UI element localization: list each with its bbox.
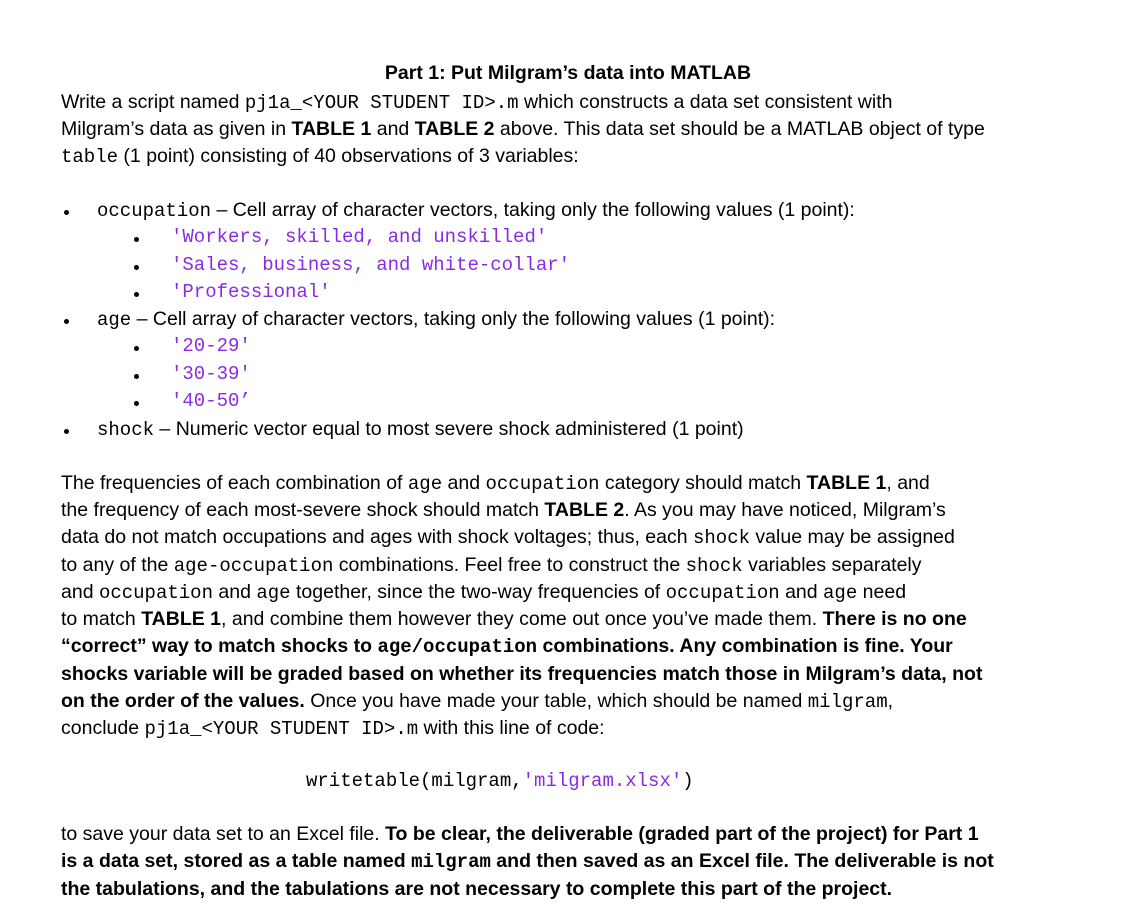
intro-text: Milgram’s data as given in xyxy=(61,118,292,140)
body-line-4: to any of the age-occupation combinations. Feel free to construct the shock variables separately xyxy=(61,554,922,577)
variable-desc: – Cell array of character vectors, taking only the following values (1 point): xyxy=(211,199,855,221)
body-line-6: to match TABLE 1, and combine them however they come out once you’ve made them. There is no one xyxy=(61,608,967,630)
body-line-8: shocks variable will be graded based on whether its frequencies match those in Milgram’s data, not xyxy=(61,663,983,685)
bullet-dot xyxy=(64,210,69,215)
body-line-7: “correct” way to match shocks to age/occupation combinations. Any combination is fine. Your xyxy=(61,635,953,658)
bullet-dot xyxy=(134,346,139,351)
body-line-3: data do not match occupations and ages with shock voltages; thus, each shock value may be assigned xyxy=(61,526,955,549)
type-name: table xyxy=(61,146,119,168)
variable-age xyxy=(97,306,775,334)
occupation-value: 'Sales, business, and white-collar' xyxy=(171,254,571,276)
closing-line-2: is a data set, stored as a table named milgram and then saved as an Excel file. The deliverable is not xyxy=(61,850,994,873)
intro-line-2 xyxy=(61,116,985,143)
age-value: '20-29' xyxy=(171,335,251,357)
age-value: '40-50’ xyxy=(171,390,251,412)
intro-text: which constructs a data set consistent with xyxy=(518,91,893,113)
intro-line-1 xyxy=(61,89,892,117)
bullet-dot xyxy=(134,265,139,270)
occupation-value: 'Workers, skilled, and unskilled' xyxy=(171,226,548,248)
variable-name: occupation xyxy=(97,200,212,222)
intro-text: (1 point) consisting of 40 observations of 3 variables: xyxy=(118,145,579,167)
variable-name: shock xyxy=(97,419,155,441)
bullet-dot xyxy=(134,374,139,379)
bullet-dot xyxy=(134,401,139,406)
script-filename: pj1a_<YOUR STUDENT ID>.m xyxy=(244,92,519,114)
body-line-9: on the order of the values. Once you have made your table, which should be named milgram, xyxy=(61,690,894,713)
bullet-dot xyxy=(134,292,139,297)
intro-text: and xyxy=(371,118,415,140)
variable-shock xyxy=(97,416,744,444)
body-line-10: conclude pj1a_<YOUR STUDENT ID>.m with this line of code: xyxy=(61,717,605,740)
code-snippet: writetable(milgram,'milgram.xlsx') xyxy=(306,770,694,792)
occupation-value: 'Professional' xyxy=(171,281,331,303)
variable-desc: – Numeric vector equal to most severe shock administered (1 point) xyxy=(154,418,744,440)
variable-name: age xyxy=(97,309,132,331)
variable-occupation xyxy=(97,197,855,225)
bullet-dot xyxy=(134,237,139,242)
body-line-5: and occupation and age together, since the two-way frequencies of occupation and age need xyxy=(61,581,907,604)
section-title: Part 1: Put Milgram’s data into MATLAB xyxy=(384,62,752,84)
intro-text: Write a script named xyxy=(61,91,245,113)
table-ref: TABLE 1 xyxy=(291,118,372,140)
variable-desc: – Cell array of character vectors, taking only the following values (1 point): xyxy=(131,308,776,330)
intro-text: above. This data set should be a MATLAB object of type xyxy=(494,118,985,140)
body-line-2: the frequency of each most-severe shock should match TABLE 2. As you may have noticed, Milgram’s xyxy=(61,499,946,521)
age-value: '30-39' xyxy=(171,363,251,385)
body-line-1: The frequencies of each combination of age and occupation category should match TABLE 1, and xyxy=(61,472,930,495)
closing-line-3: the tabulations, and the tabulations are not necessary to complete this part of the project. xyxy=(61,878,893,900)
bullet-dot xyxy=(64,319,69,324)
bullet-dot xyxy=(64,429,69,434)
intro-line-3 xyxy=(61,143,579,171)
closing-line-1: to save your data set to an Excel file. To be clear, the deliverable (graded part of the project) for Part 1 xyxy=(61,823,979,845)
table-ref: TABLE 2 xyxy=(414,118,495,140)
